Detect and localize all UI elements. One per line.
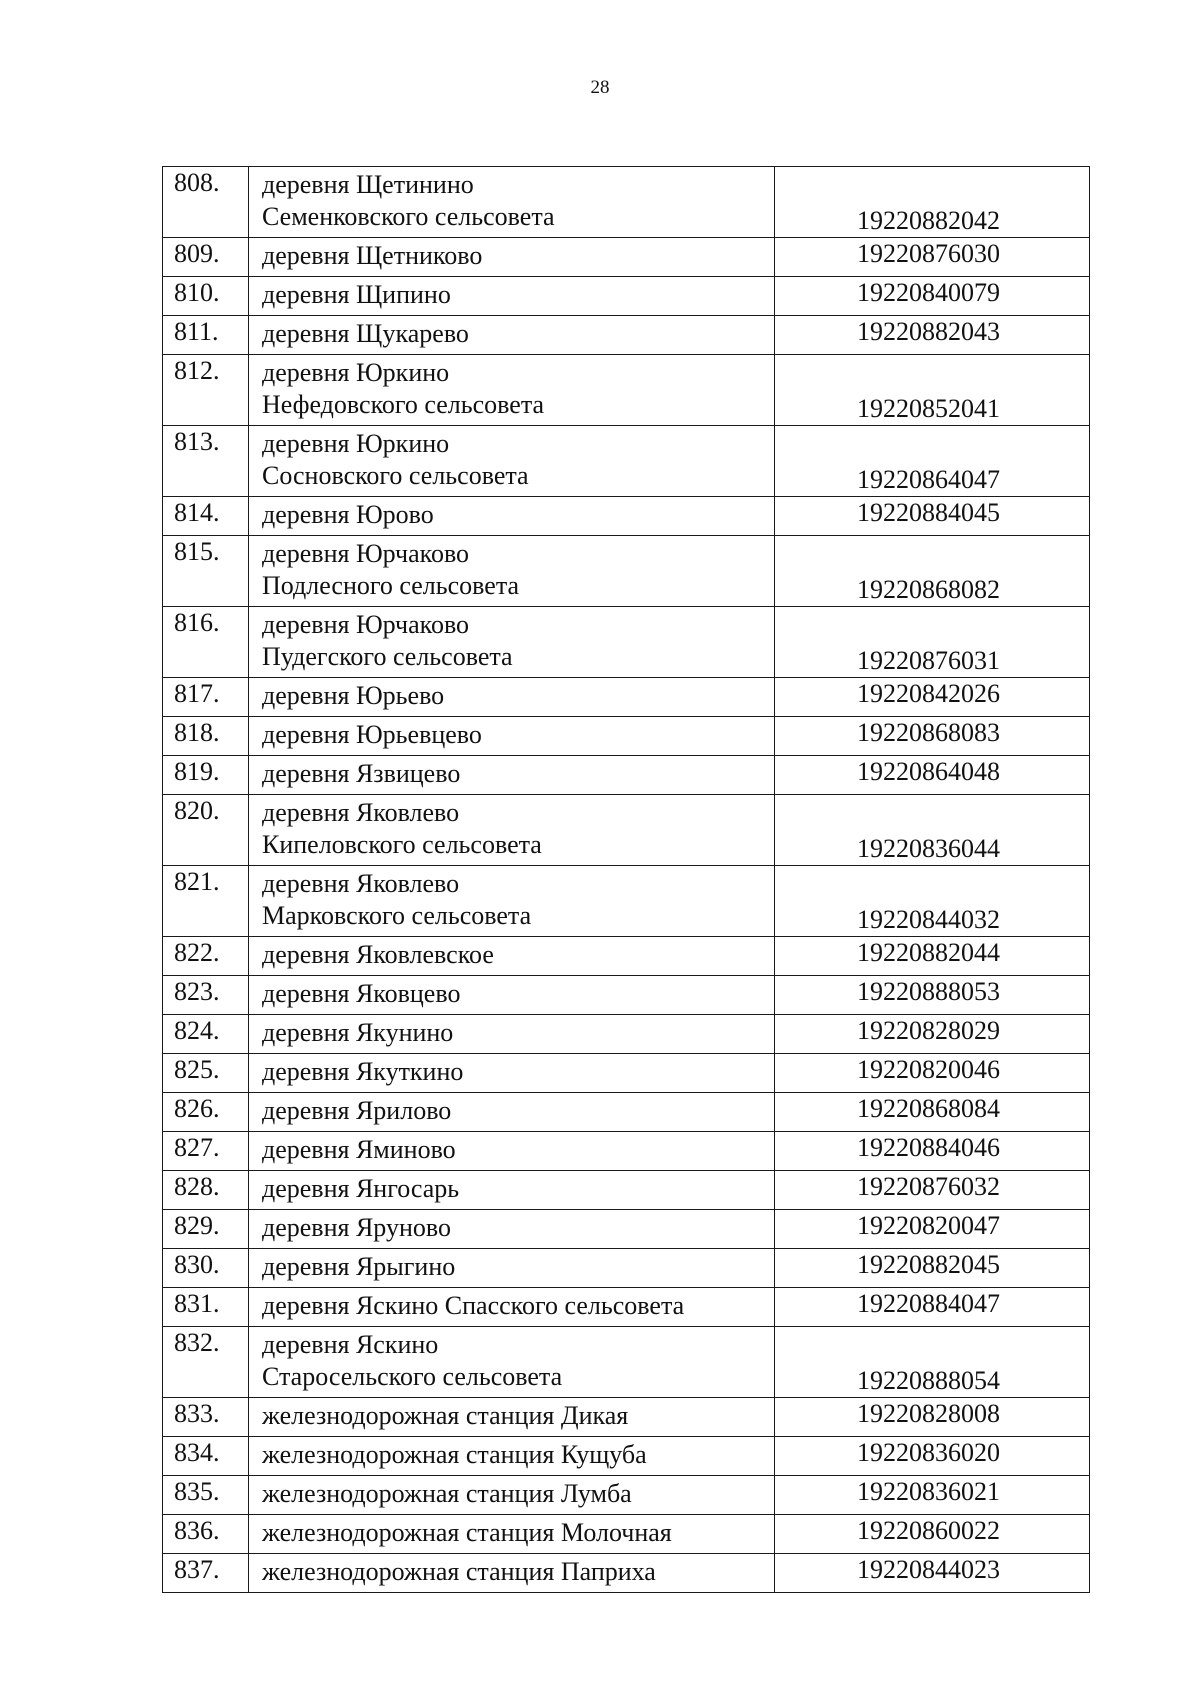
oktmo-code: 19220820046 <box>775 1054 1090 1093</box>
settlement-name-line: деревня Юрьевцево <box>262 720 482 749</box>
oktmo-code: 19220876030 <box>775 238 1090 277</box>
row-number: 808. <box>163 167 249 238</box>
settlement-name <box>249 1249 775 1288</box>
table-row <box>163 167 1090 238</box>
settlement-name <box>249 1015 775 1054</box>
row-number: 824. <box>163 1015 249 1054</box>
settlement-name <box>249 536 775 607</box>
settlement-name-line: деревня Якуткино <box>262 1057 464 1086</box>
table-row <box>163 1554 1090 1593</box>
table-row <box>163 426 1090 497</box>
oktmo-code: 19220884047 <box>775 1288 1090 1327</box>
settlement-name-line: деревня Юрьево <box>262 681 445 710</box>
settlement-name <box>249 355 775 426</box>
settlement-name <box>249 678 775 717</box>
settlement-name-line: деревня Яруново <box>262 1213 451 1242</box>
oktmo-code: 19220882043 <box>775 316 1090 355</box>
table-row <box>163 607 1090 678</box>
settlement-name-line: железнодорожная станция Кущуба <box>262 1440 647 1469</box>
oktmo-code: 19220876032 <box>775 1171 1090 1210</box>
settlement-name <box>249 426 775 497</box>
row-number: 835. <box>163 1476 249 1515</box>
settlement-name <box>249 316 775 355</box>
settlement-name-line: деревня Юрчаково <box>262 610 470 639</box>
oktmo-code: 19220860022 <box>775 1515 1090 1554</box>
settlement-council-line: Пудегского сельсовета <box>262 642 513 671</box>
table-row <box>163 1210 1090 1249</box>
table-row <box>163 976 1090 1015</box>
row-number: 830. <box>163 1249 249 1288</box>
oktmo-code: 19220864048 <box>775 756 1090 795</box>
settlements-table <box>162 166 1090 1593</box>
row-number: 836. <box>163 1515 249 1554</box>
settlement-name <box>249 1054 775 1093</box>
row-number: 813. <box>163 426 249 497</box>
table-row <box>163 497 1090 536</box>
table-row <box>163 1515 1090 1554</box>
row-number: 810. <box>163 277 249 316</box>
table-row <box>163 1132 1090 1171</box>
settlement-name <box>249 1554 775 1593</box>
row-number: 812. <box>163 355 249 426</box>
settlement-name-line: деревня Щукарево <box>262 319 469 348</box>
table-row <box>163 795 1090 866</box>
settlement-name-line: деревня Яковлево <box>262 869 460 898</box>
oktmo-code: 19220852041 <box>775 355 1090 426</box>
settlement-council-line: Старосельского сельсовета <box>262 1362 563 1391</box>
page-number: 28 <box>590 77 610 98</box>
table-row <box>163 937 1090 976</box>
oktmo-code: 19220882044 <box>775 937 1090 976</box>
settlement-name-line: железнодорожная станция Паприха <box>262 1557 656 1586</box>
settlement-name-line: деревня Яковцево <box>262 979 461 1008</box>
settlements-table-body <box>163 167 1090 1593</box>
oktmo-code: 19220840079 <box>775 277 1090 316</box>
row-number: 832. <box>163 1327 249 1398</box>
oktmo-code: 19220828029 <box>775 1015 1090 1054</box>
row-number: 818. <box>163 717 249 756</box>
oktmo-code: 19220888054 <box>775 1327 1090 1398</box>
oktmo-code: 19220836021 <box>775 1476 1090 1515</box>
oktmo-code: 19220836044 <box>775 795 1090 866</box>
settlement-name-line: железнодорожная станция Дикая <box>262 1401 629 1430</box>
table-row <box>163 756 1090 795</box>
oktmo-code: 19220882042 <box>775 167 1090 238</box>
settlement-name-line: деревня Юркино <box>262 429 450 458</box>
row-number: 828. <box>163 1171 249 1210</box>
row-number: 826. <box>163 1093 249 1132</box>
settlement-council-line: Марковского сельсовета <box>262 901 532 930</box>
settlement-name <box>249 1093 775 1132</box>
settlement-name-line: деревня Яковлево <box>262 798 460 827</box>
row-number: 814. <box>163 497 249 536</box>
table-row <box>163 678 1090 717</box>
oktmo-code: 19220820047 <box>775 1210 1090 1249</box>
oktmo-code: 19220844032 <box>775 866 1090 937</box>
oktmo-code: 19220884046 <box>775 1132 1090 1171</box>
table-row <box>163 1249 1090 1288</box>
settlement-name-line: деревня Щетниково <box>262 241 483 270</box>
settlement-name <box>249 1515 775 1554</box>
settlement-name <box>249 607 775 678</box>
row-number: 829. <box>163 1210 249 1249</box>
settlement-name <box>249 1171 775 1210</box>
oktmo-code: 19220888053 <box>775 976 1090 1015</box>
table-row <box>163 1015 1090 1054</box>
row-number: 816. <box>163 607 249 678</box>
oktmo-code: 19220882045 <box>775 1249 1090 1288</box>
settlement-name-line: деревня Юрчаково <box>262 539 470 568</box>
settlement-name-line: железнодорожная станция Лумба <box>262 1479 632 1508</box>
settlement-name-line: железнодорожная станция Молочная <box>262 1518 672 1547</box>
table-row <box>163 1398 1090 1437</box>
table-row <box>163 1288 1090 1327</box>
row-number: 817. <box>163 678 249 717</box>
row-number: 809. <box>163 238 249 277</box>
settlement-name-line: деревня Яскино <box>262 1330 439 1359</box>
oktmo-code: 19220836020 <box>775 1437 1090 1476</box>
oktmo-code: 19220876031 <box>775 607 1090 678</box>
row-number: 811. <box>163 316 249 355</box>
row-number: 815. <box>163 536 249 607</box>
table-row <box>163 355 1090 426</box>
row-number: 825. <box>163 1054 249 1093</box>
settlement-name-line: деревня Ярилово <box>262 1096 452 1125</box>
settlement-name <box>249 238 775 277</box>
settlement-name <box>249 866 775 937</box>
row-number: 831. <box>163 1288 249 1327</box>
settlement-name-line: деревня Якунино <box>262 1018 454 1047</box>
settlement-council-line: Нефедовского сельсовета <box>262 390 545 419</box>
settlement-name <box>249 497 775 536</box>
oktmo-code: 19220828008 <box>775 1398 1090 1437</box>
oktmo-code: 19220868082 <box>775 536 1090 607</box>
row-number: 822. <box>163 937 249 976</box>
oktmo-code: 19220868084 <box>775 1093 1090 1132</box>
settlement-name-line: деревня Янгосарь <box>262 1174 460 1203</box>
oktmo-code: 19220844023 <box>775 1554 1090 1593</box>
settlement-council-line: Сосновского сельсовета <box>262 461 529 490</box>
settlement-name <box>249 717 775 756</box>
table-row <box>163 316 1090 355</box>
row-number: 827. <box>163 1132 249 1171</box>
table-row <box>163 1054 1090 1093</box>
row-number: 837. <box>163 1554 249 1593</box>
table-row <box>163 1171 1090 1210</box>
settlement-name <box>249 1476 775 1515</box>
settlement-name <box>249 976 775 1015</box>
oktmo-code: 19220842026 <box>775 678 1090 717</box>
settlement-name <box>249 1132 775 1171</box>
settlement-name <box>249 1327 775 1398</box>
table-row <box>163 866 1090 937</box>
settlement-name-line: деревня Язвицево <box>262 759 461 788</box>
oktmo-code: 19220868083 <box>775 717 1090 756</box>
settlement-council-line: Подлесного сельсовета <box>262 571 520 600</box>
settlement-name <box>249 277 775 316</box>
oktmo-code: 19220864047 <box>775 426 1090 497</box>
table-row <box>163 717 1090 756</box>
row-number: 819. <box>163 756 249 795</box>
settlement-name <box>249 1437 775 1476</box>
table-row <box>163 1327 1090 1398</box>
table-row <box>163 1437 1090 1476</box>
settlement-name <box>249 1398 775 1437</box>
row-number: 821. <box>163 866 249 937</box>
settlement-name <box>249 1288 775 1327</box>
settlement-council-line: Кипеловского сельсовета <box>262 830 542 859</box>
table-row <box>163 1093 1090 1132</box>
settlement-name-line: деревня Щипино <box>262 280 451 309</box>
row-number: 833. <box>163 1398 249 1437</box>
settlement-name <box>249 756 775 795</box>
settlement-name <box>249 937 775 976</box>
settlement-name-line: деревня Щетинино <box>262 170 474 199</box>
table-row <box>163 238 1090 277</box>
settlement-name <box>249 795 775 866</box>
row-number: 823. <box>163 976 249 1015</box>
settlement-council-line: Семенковского сельсовета <box>262 202 555 231</box>
row-number: 834. <box>163 1437 249 1476</box>
settlement-name-line: деревня Юрово <box>262 500 434 529</box>
settlement-name-line: деревня Ярыгино <box>262 1252 456 1281</box>
settlement-name-line: деревня Юркино <box>262 358 450 387</box>
settlement-name-line: деревня Яковлевское <box>262 940 494 969</box>
table-row <box>163 277 1090 316</box>
settlement-name-line: деревня Яскино Спасского сельсовета <box>262 1291 685 1320</box>
oktmo-code: 19220884045 <box>775 497 1090 536</box>
table-row <box>163 536 1090 607</box>
table-row <box>163 1476 1090 1515</box>
settlement-name-line: деревня Яминово <box>262 1135 456 1164</box>
settlement-name <box>249 167 775 238</box>
row-number: 820. <box>163 795 249 866</box>
settlement-name <box>249 1210 775 1249</box>
